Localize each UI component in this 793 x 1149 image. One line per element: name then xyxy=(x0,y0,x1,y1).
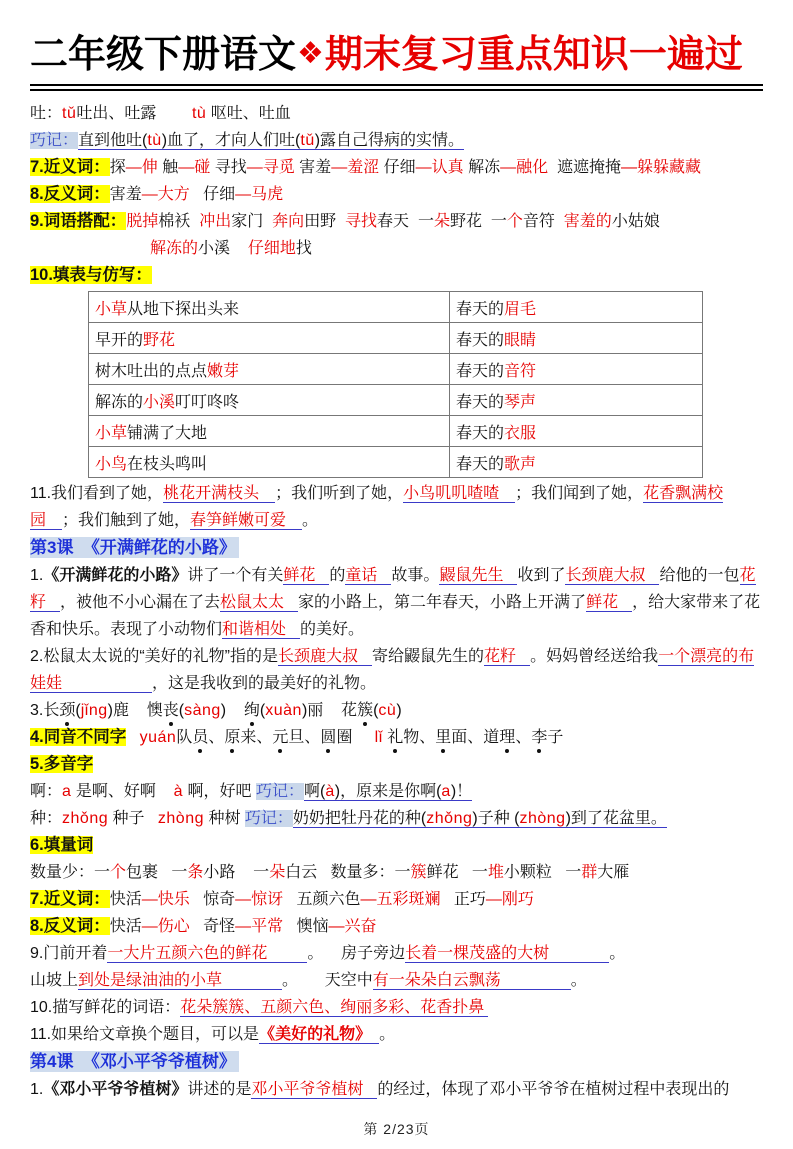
text-segment: 奶奶把牡丹花的种( xyxy=(292,810,427,827)
text-segment: 讲述的是 xyxy=(187,1081,252,1098)
text-segment: 音符 xyxy=(522,213,564,230)
text-segment: ( xyxy=(373,702,379,719)
polyphone-5-heading xyxy=(30,751,763,778)
text-segment: a xyxy=(441,783,451,800)
text-segment: 6.填量词 xyxy=(30,836,94,854)
text-segment: 快活 xyxy=(109,891,142,908)
text-segment: 圈 xyxy=(336,729,375,746)
text-segment: 小鸟叽叽喳喳 xyxy=(403,485,515,503)
text-segment: zhòng xyxy=(157,810,204,827)
text-segment: 春天的 xyxy=(456,362,505,380)
text-segment: 朵 xyxy=(433,213,450,230)
text-segment: 桃花开满枝头 xyxy=(163,485,275,503)
text-segment: 长颈鹿大叔 xyxy=(565,567,659,585)
text-segment: )露自己得病的实情。 xyxy=(314,132,465,149)
text-segment: 吐： xyxy=(30,105,63,122)
table-cell xyxy=(450,354,703,385)
text-segment: 个 xyxy=(506,213,523,230)
text-segment: 鼹鼠先生 xyxy=(439,567,517,585)
table-cell xyxy=(450,385,703,416)
lesson4-summary-1 xyxy=(30,1076,763,1103)
text-segment: 花香飘满校园 xyxy=(30,485,724,529)
table-cell xyxy=(450,416,703,447)
text-segment: 春天的 xyxy=(456,393,505,411)
text-segment: 小草 xyxy=(95,424,128,442)
text-segment: 里 xyxy=(435,724,451,751)
table-row xyxy=(89,323,703,354)
text-segment: 眼睛 xyxy=(504,331,537,349)
text-segment: 啊，好吧 xyxy=(183,783,256,800)
title-course-label: 二年级下册语文 xyxy=(30,34,297,76)
text-segment: 寻找 xyxy=(210,159,247,176)
text-segment: 春笋鲜嫩可爱 xyxy=(190,512,302,530)
text-segment: 正巧 xyxy=(440,891,486,908)
text-segment: 2.松鼠太太说的“美好的礼物”指的是 xyxy=(30,648,279,665)
text-segment: 子 xyxy=(547,729,564,746)
text-segment: 给他的一包 xyxy=(659,567,740,584)
collocation-9-line xyxy=(30,208,763,235)
text-segment: 呕吐、吐血 xyxy=(206,105,291,122)
text-segment: ( xyxy=(259,702,266,719)
table-heading-10 xyxy=(30,262,763,289)
lesson3-summary-1 xyxy=(30,562,763,643)
text-segment: 家的小路上，第二年春天，小路上开满了 xyxy=(298,594,587,611)
text-segment: 讲了一个有关 xyxy=(187,567,284,584)
title-divider xyxy=(30,84,763,91)
text-segment: 一大片五颜六色的鲜花 xyxy=(107,945,307,963)
text-segment: 堆 xyxy=(487,864,504,881)
text-segment: 《美好的礼物》 xyxy=(259,1026,379,1044)
text-segment: zhǒng xyxy=(62,810,109,827)
text-segment: 7.近义词： xyxy=(30,158,110,176)
text-segment: 小草 xyxy=(95,300,128,318)
text-segment: —寻觅 xyxy=(246,159,295,176)
table-cell xyxy=(450,323,703,354)
table-cell xyxy=(89,385,450,416)
diamond-icon: ❖ xyxy=(297,37,324,70)
text-segment: 快活 xyxy=(109,918,142,935)
text-segment: —快乐 xyxy=(141,891,190,908)
sentence-11-line xyxy=(30,480,763,534)
text-segment: —刚巧 xyxy=(485,891,534,908)
text-segment: )！ xyxy=(450,783,473,800)
text-segment: jǐng xyxy=(80,702,108,719)
text-segment: 春天的 xyxy=(456,300,505,318)
text-segment: 鲜花 xyxy=(283,567,329,585)
text-segment: 松鼠太太 xyxy=(220,594,298,612)
text-segment: 条 xyxy=(187,864,204,881)
measure-words-6-heading xyxy=(30,832,763,859)
tu-pronunciation-line xyxy=(30,100,763,127)
page-title xyxy=(30,30,763,79)
text-segment: 种子 xyxy=(108,810,158,827)
title-review-label: 期末复习重点知识一遍过 xyxy=(324,34,743,76)
text-segment: 原 xyxy=(224,724,240,751)
table-row xyxy=(89,385,703,416)
table-cell xyxy=(450,292,703,323)
text-segment: 奇怪 xyxy=(189,918,236,935)
text-segment: 9.门前开着 xyxy=(30,945,108,962)
text-segment: 11.我们看到了她， xyxy=(30,485,164,502)
text-segment: 丧 xyxy=(163,697,179,724)
text-segment: yuán xyxy=(139,729,177,746)
text-segment: —融化 xyxy=(500,159,549,176)
text-segment: 童话 xyxy=(345,567,391,585)
text-segment: 仔细 xyxy=(189,186,236,203)
text-segment: zhǒng xyxy=(426,810,473,827)
table-row xyxy=(89,416,703,447)
synonyms-7-line xyxy=(30,154,763,181)
text-segment: 8.反义词： xyxy=(30,917,110,935)
text-segment: 、 xyxy=(515,729,532,746)
text-segment: 、 xyxy=(208,729,225,746)
text-segment xyxy=(126,729,139,746)
text-segment: 音符 xyxy=(504,362,537,380)
retitle-11-line xyxy=(30,1021,763,1048)
text-segment: 花籽 xyxy=(484,648,530,666)
sentence-9-line2 xyxy=(30,967,763,994)
text-segment: 花籽 xyxy=(30,567,756,611)
text-segment: 旦、 xyxy=(288,729,321,746)
text-segment: 琴声 xyxy=(504,393,537,411)
text-segment: ；我们闻到了她， xyxy=(515,485,644,502)
text-segment: )到了花盆里。 xyxy=(565,810,667,827)
text-segment: 寄给鼹鼠先生的 xyxy=(372,648,485,665)
text-segment: 收到了 xyxy=(517,567,566,584)
polyphone-a-line xyxy=(30,778,763,805)
text-segment: 朵 xyxy=(269,864,286,881)
text-segment: 五颜六色 xyxy=(283,891,361,908)
text-segment: 野花 xyxy=(143,331,176,349)
text-segment: à xyxy=(325,783,335,800)
text-segment: —兴奋 xyxy=(328,918,377,935)
text-segment: 眉毛 xyxy=(504,300,537,318)
text-segment: 找 xyxy=(295,240,312,257)
text-segment: 吐出、吐露 xyxy=(76,105,192,122)
text-segment: lǐ xyxy=(374,729,383,746)
text-segment: )丽 花 xyxy=(301,702,358,719)
text-segment: 绚 xyxy=(244,697,260,724)
table-row xyxy=(89,292,703,323)
text-segment: 小姑娘 xyxy=(611,213,660,230)
text-segment: 邓小平爷爷植树 xyxy=(251,1081,377,1099)
text-segment: 。 xyxy=(609,945,626,962)
text-segment: 小溪 xyxy=(198,240,248,257)
text-segment: 。 天空中 xyxy=(282,972,373,989)
text-segment: 。妈妈曾经送给我 xyxy=(530,648,659,665)
text-segment: ( xyxy=(75,702,81,719)
text-segment: 故事。 xyxy=(391,567,440,584)
text-segment: 是啊、好啊 xyxy=(71,783,174,800)
text-segment: 仔细 xyxy=(379,159,416,176)
text-segment: 小溪 xyxy=(143,393,176,411)
text-segment: 的美好。 xyxy=(300,621,365,638)
text-segment: 巧记： xyxy=(244,810,293,827)
text-segment: tǔ xyxy=(300,132,315,149)
text-segment: 懊恼 xyxy=(283,918,329,935)
text-segment: 啊： xyxy=(30,783,63,800)
text-segment: 8.反义词： xyxy=(30,185,110,203)
measure-words-line xyxy=(30,859,763,886)
text-segment: 春天 一 xyxy=(377,213,434,230)
text-segment: —伤心 xyxy=(141,918,190,935)
text-segment: à xyxy=(173,783,184,800)
text-segment: 。 xyxy=(302,512,319,529)
text-segment: 冲出 xyxy=(199,213,232,230)
text-segment: )鹿 懊 xyxy=(107,702,163,719)
text-segment: )子种 ( xyxy=(472,810,520,827)
homophones-4-line xyxy=(30,724,763,751)
text-segment: 。 xyxy=(379,1026,396,1043)
text-segment: 害羞的 xyxy=(563,213,612,230)
text-segment: 第4课 《邓小平爷爷植树》 xyxy=(30,1051,239,1072)
lesson3-question-2 xyxy=(30,643,763,697)
text-segment: ( xyxy=(178,702,185,719)
antonyms-8-line xyxy=(30,181,763,208)
text-segment: —认真 xyxy=(415,159,464,176)
text-segment: 惊奇 xyxy=(189,891,236,908)
text-segment: —五彩斑斓 xyxy=(360,891,441,908)
antonyms-8b-line xyxy=(30,913,763,940)
fill-table xyxy=(88,291,703,478)
text-segment: 包裹 一 xyxy=(126,864,188,881)
text-segment: 从地下探出头来 xyxy=(127,300,240,318)
text-segment: ) xyxy=(220,702,244,719)
table-cell xyxy=(450,447,703,478)
table-row xyxy=(89,447,703,478)
text-segment: tù xyxy=(147,132,162,149)
text-segment: 元 xyxy=(272,724,288,751)
text-segment: 在枝头鸣叫 xyxy=(127,455,208,473)
section-header-lesson4 xyxy=(30,1048,763,1076)
text-segment: —大方 xyxy=(141,186,190,203)
text-segment: 颈 xyxy=(59,697,75,724)
text-segment: 春天的 xyxy=(456,455,505,473)
text-segment: 3.长 xyxy=(30,702,60,719)
text-segment: 1. xyxy=(30,567,44,584)
text-segment: —躲躲藏藏 xyxy=(621,159,702,176)
text-segment: 害羞 xyxy=(109,186,142,203)
text-segment: 解冻的 xyxy=(95,393,144,411)
text-segment: 大雁 xyxy=(597,864,630,881)
synonyms-7b-line xyxy=(30,886,763,913)
lesson3-pinyin-3 xyxy=(30,697,763,724)
table-cell xyxy=(89,416,450,447)
text-segment: 奔向 xyxy=(272,213,305,230)
text-segment: 解冻的 xyxy=(150,240,199,257)
text-segment: 春天的 xyxy=(456,331,505,349)
text-segment: 10.描写鲜花的词语： xyxy=(30,999,181,1016)
text-segment: 。 xyxy=(570,972,587,989)
text-segment: 和谐相处 xyxy=(222,621,300,639)
text-segment: )血了，才向人们吐( xyxy=(161,132,301,149)
text-segment: 小路 一 xyxy=(203,864,270,881)
text-segment: 的经过，体现了邓小平爷爷在植树过程中表现出的 xyxy=(377,1081,730,1098)
text-segment: 《邓小平爷爷植树》 xyxy=(43,1081,188,1098)
text-segment: zhòng xyxy=(519,810,566,827)
text-segment: 第3课 《开满鲜花的小路》 xyxy=(30,537,239,558)
text-segment: 探 xyxy=(109,159,126,176)
text-segment: 歌声 xyxy=(504,455,537,473)
text-segment: cù xyxy=(378,702,397,719)
text-segment: xuàn xyxy=(265,702,302,719)
text-segment: 个 xyxy=(110,864,127,881)
text-segment: ，给大家带来了花香和快乐。表现了小动物们 xyxy=(30,594,761,638)
text-segment: 11.如果给文章换个题目，可以是 xyxy=(30,1026,260,1043)
text-segment: 《开满鲜花的小路》 xyxy=(43,567,188,584)
text-segment: —羞涩 xyxy=(331,159,380,176)
text-segment: 巧记： xyxy=(30,132,79,149)
text-segment: 直到他吐( xyxy=(78,132,148,149)
table-cell xyxy=(89,354,450,385)
text-segment: 叮叮咚咚 xyxy=(175,393,240,411)
text-segment: 触 xyxy=(157,159,179,176)
text-segment: 李 xyxy=(531,724,547,751)
text-segment: —惊讶 xyxy=(235,891,284,908)
table-cell xyxy=(89,292,450,323)
text-segment: 小鸟 xyxy=(95,455,128,473)
text-segment: 簇 xyxy=(357,697,373,724)
text-segment: 鲜花 xyxy=(586,594,632,612)
text-segment: 田野 xyxy=(304,213,346,230)
page-number: 第 2/23页 xyxy=(363,1121,430,1137)
polyphone-zhong-line xyxy=(30,805,763,832)
content-block-top xyxy=(30,100,763,289)
text-segment: 9.词语搭配： xyxy=(30,212,127,230)
text-segment: 小颗粒 一 xyxy=(503,864,582,881)
text-segment: 簇 xyxy=(410,864,427,881)
text-segment: ) xyxy=(396,702,402,719)
text-segment: 的 xyxy=(329,567,346,584)
text-segment: 5.多音字 xyxy=(30,755,94,773)
text-segment: 巧记： xyxy=(255,783,304,800)
text-segment: 棉袄 xyxy=(158,213,200,230)
qiaoji-tu-line xyxy=(30,127,763,154)
table-cell xyxy=(89,447,450,478)
text-segment: —平常 xyxy=(235,918,284,935)
text-segment: 种： xyxy=(30,810,63,827)
text-segment: 面、道 xyxy=(451,729,500,746)
text-segment: 群 xyxy=(581,864,598,881)
text-segment: 理 xyxy=(499,724,515,751)
text-segment: 数量少：一 xyxy=(30,864,111,881)
text-segment: 啊( xyxy=(303,783,326,800)
text-segment: —伸 xyxy=(125,159,158,176)
text-segment: 10.填表与仿写： xyxy=(30,266,152,284)
text-segment: tù xyxy=(191,105,207,122)
flower-words-10-line xyxy=(30,994,763,1021)
text-segment: 到处是绿油油的小草 xyxy=(78,972,282,990)
section-header-lesson3 xyxy=(30,534,763,562)
text-segment: 衣服 xyxy=(504,424,537,442)
text-segment: —碰 xyxy=(178,159,211,176)
text-segment: 4.同音不同字 xyxy=(30,728,127,746)
text-segment: 物、 xyxy=(403,729,436,746)
text-segment: 脱掉 xyxy=(126,213,159,230)
text-segment: 有一朵朵白云飘荡 xyxy=(373,972,571,990)
table-cell xyxy=(89,323,450,354)
text-segment: 队 xyxy=(176,729,193,746)
text-segment: 春天的 xyxy=(456,424,505,442)
text-segment: 铺满了大地 xyxy=(127,424,208,442)
text-segment: 长颈鹿大叔 xyxy=(278,648,372,666)
text-segment: a xyxy=(62,783,72,800)
collocation-9-line2 xyxy=(30,235,763,262)
text-segment: —马虎 xyxy=(235,186,284,203)
text-segment: 员 xyxy=(192,724,208,751)
text-segment: )，原来是你啊( xyxy=(334,783,442,800)
text-segment: 来、 xyxy=(240,729,273,746)
content-block-bottom xyxy=(30,480,763,1103)
text-segment: 家门 xyxy=(231,213,273,230)
text-segment: 早开的 xyxy=(95,331,144,349)
table-row xyxy=(89,354,703,385)
text-segment: 寻找 xyxy=(345,213,378,230)
text-segment: 野花 一 xyxy=(449,213,507,230)
text-segment: 山坡上 xyxy=(30,972,79,989)
sentence-9-line1 xyxy=(30,940,763,967)
text-segment: 7.近义词： xyxy=(30,890,110,908)
text-segment: 仔细地 xyxy=(247,240,296,257)
text-segment: sàng xyxy=(184,702,221,719)
text-segment: 害羞 xyxy=(294,159,332,176)
text-segment: 圆 xyxy=(320,724,336,751)
text-segment: 嫩芽 xyxy=(207,362,240,380)
text-segment: 长着一棵茂盛的大树 xyxy=(405,945,609,963)
text-segment: 花朵簇簇、五颜六色、绚丽多彩、花香扑鼻 xyxy=(180,999,488,1017)
text-segment: 。 房子旁边 xyxy=(307,945,406,962)
text-segment: ；我们触到了她， xyxy=(62,512,191,529)
text-segment: ，这是我收到的最美好的礼物。 xyxy=(152,675,377,692)
text-segment: 鲜花 一 xyxy=(426,864,488,881)
text-segment: 解冻 xyxy=(463,159,501,176)
text-segment: 遮遮掩掩 xyxy=(548,159,622,176)
text-segment: 1. xyxy=(30,1081,44,1098)
text-segment: 一个漂亮的布娃娃 xyxy=(30,648,755,692)
text-segment: 种树 xyxy=(204,810,245,827)
text-segment: 白云 数量多：一 xyxy=(285,864,411,881)
text-segment: 树木吐出的点点 xyxy=(95,362,208,380)
text-segment: tǔ xyxy=(62,105,77,122)
text-segment: 礼 xyxy=(387,724,403,751)
text-segment: ，被他不小心漏在了去 xyxy=(60,594,221,611)
text-segment: ；我们听到了她， xyxy=(275,485,404,502)
